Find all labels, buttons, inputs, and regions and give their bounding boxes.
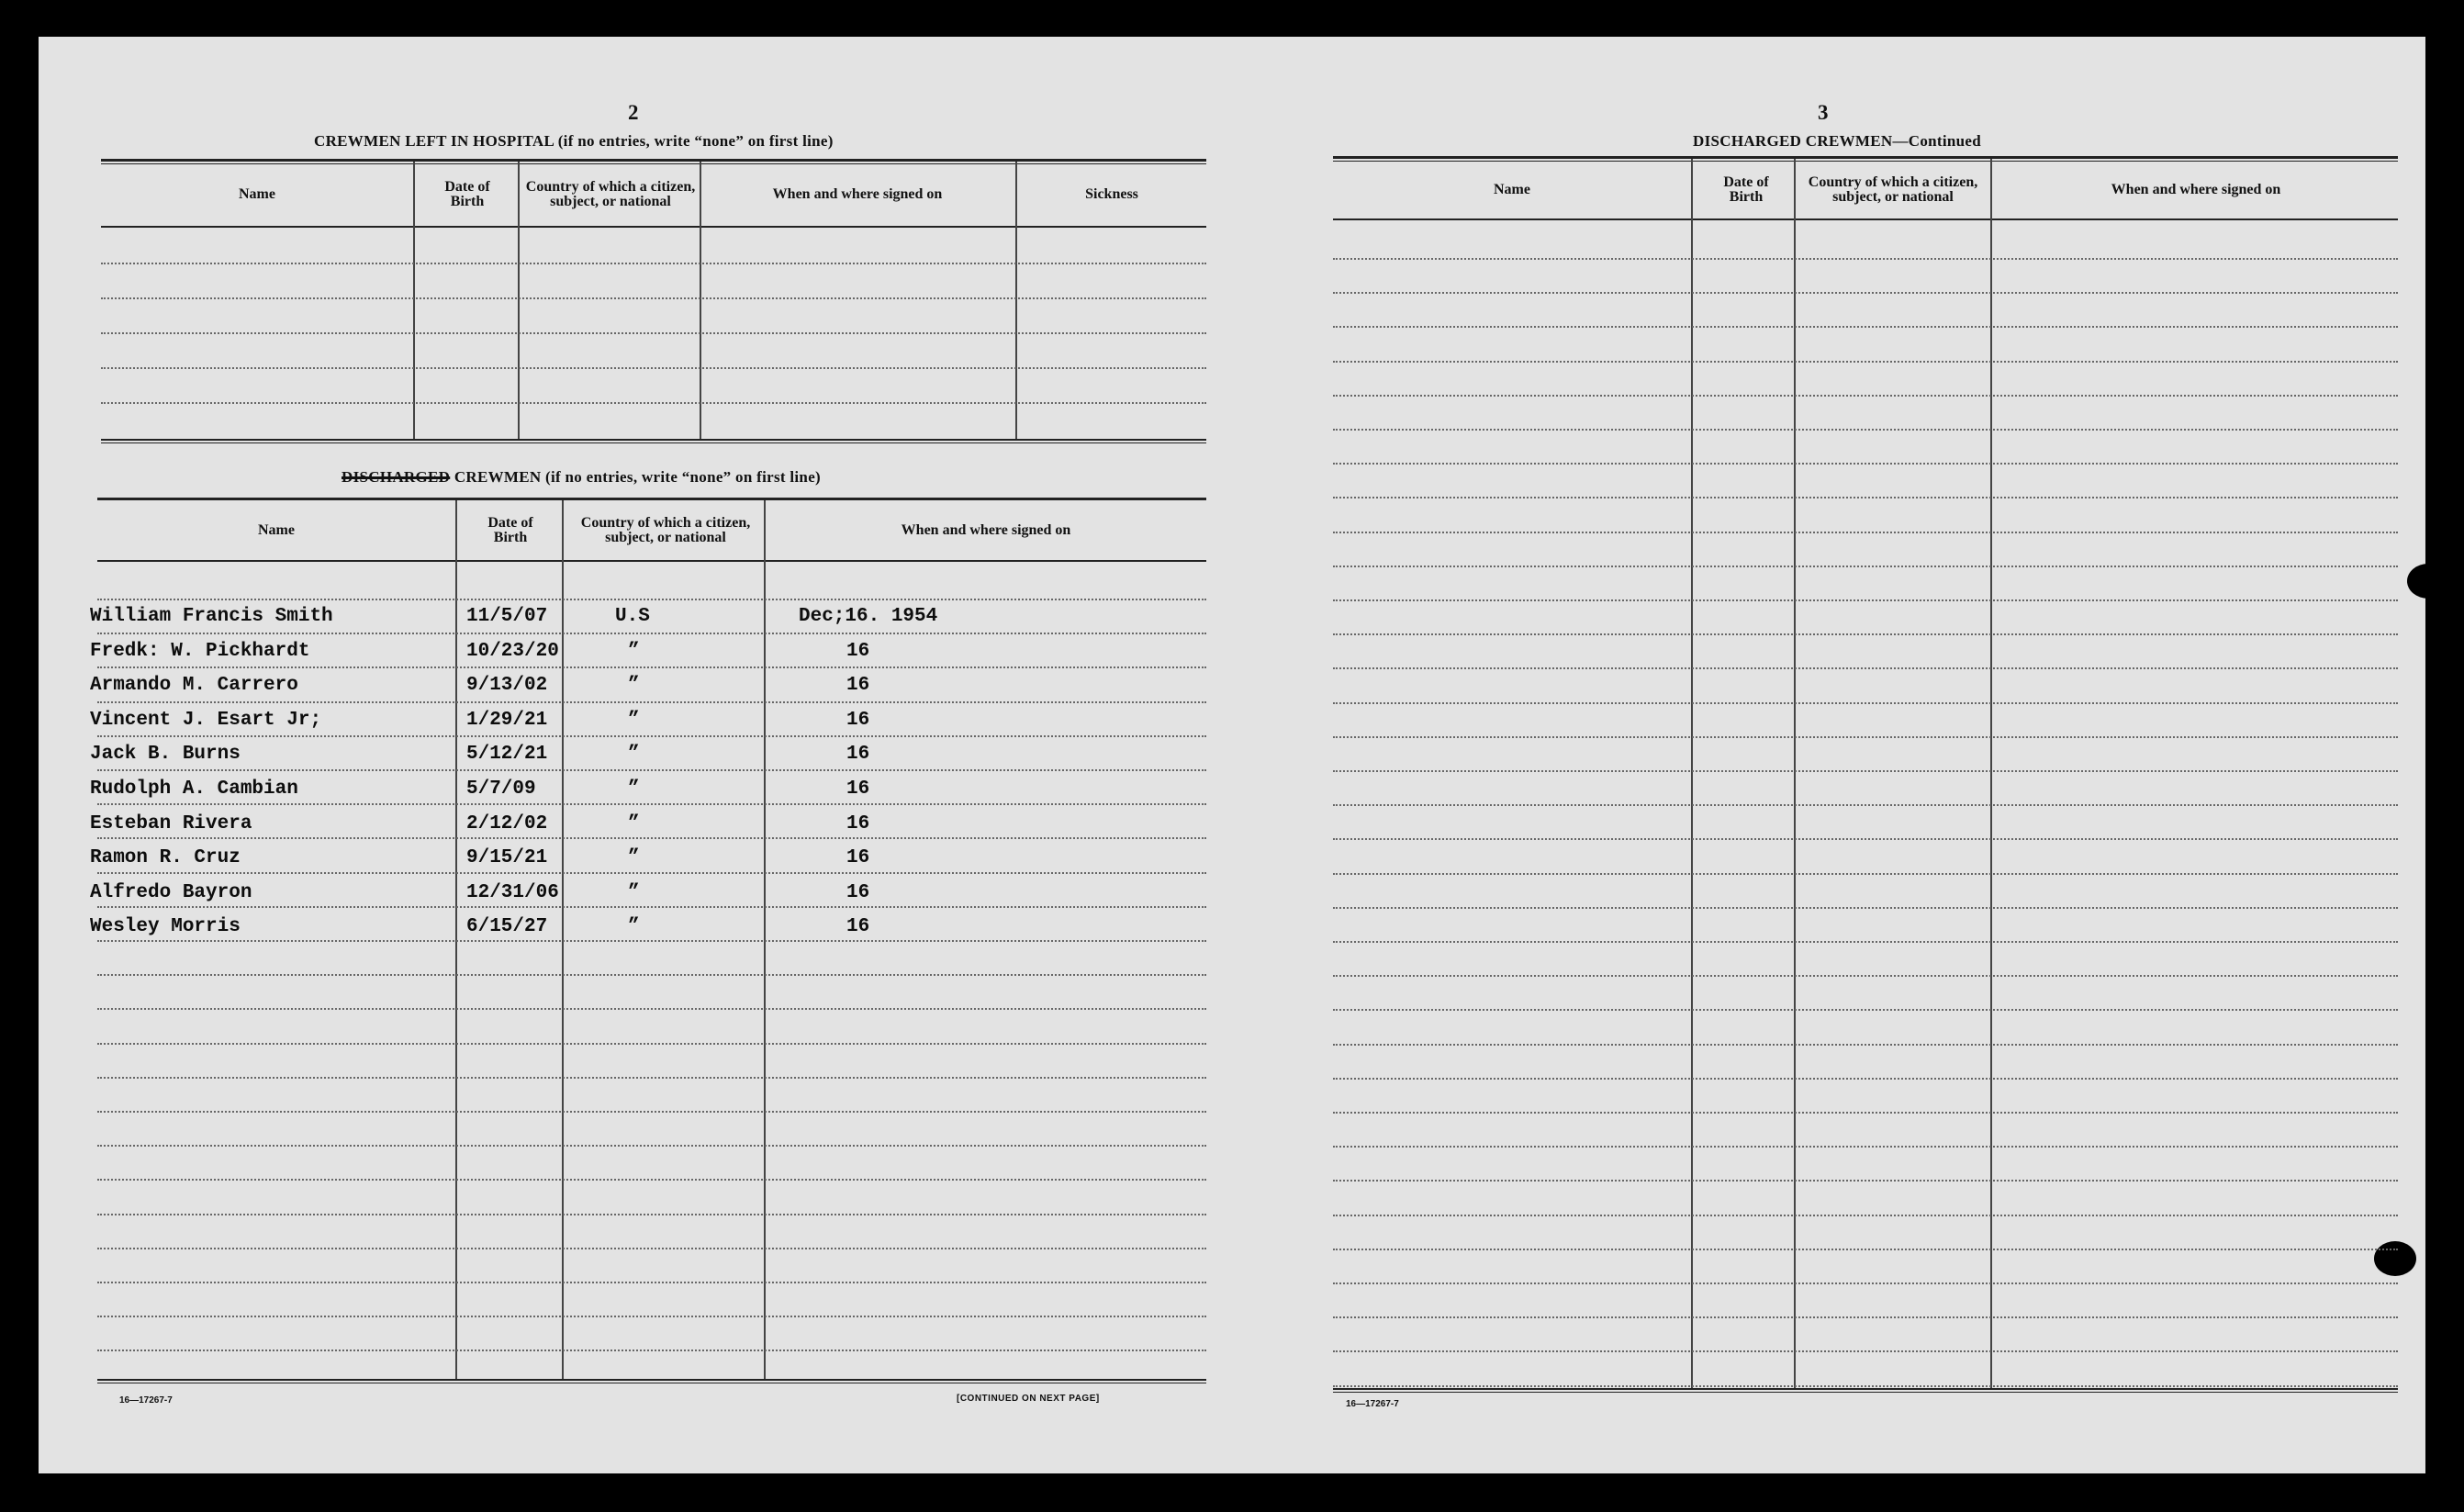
ruled-line	[1333, 395, 2398, 397]
ruled-line	[1333, 667, 2398, 669]
ruled-line	[97, 1179, 1206, 1181]
ruled-line	[101, 402, 1206, 404]
discharged-bottom-rule	[97, 1379, 1206, 1381]
crew-signed-on: 16	[846, 675, 870, 697]
ruled-line	[1333, 1078, 2398, 1080]
crew-dob: 2/12/02	[466, 812, 548, 834]
crew-country: ”	[628, 881, 640, 903]
ruled-line	[1333, 736, 2398, 738]
ruled-line	[1333, 1112, 2398, 1114]
crew-country: ”	[628, 675, 640, 697]
ruled-line	[97, 1077, 1206, 1079]
right-bottom-rule	[1333, 1388, 2398, 1390]
ruled-line	[97, 872, 1206, 874]
discharged-top-rule	[97, 498, 1206, 500]
ruled-line	[1333, 1009, 2398, 1011]
crew-signed-on: 16	[846, 744, 870, 766]
hospital-top-rule-thin	[101, 163, 1206, 164]
continued-note: [CONTINUED ON NEXT PAGE]	[957, 1394, 1100, 1404]
hospital-title-text: CREWMEN LEFT IN HOSPITAL	[314, 132, 554, 150]
ruled-line	[1333, 1215, 2398, 1216]
ruled-line	[1333, 292, 2398, 294]
crew-country: ”	[628, 812, 640, 834]
ruled-line	[97, 1145, 1206, 1147]
right-top-rule-thin	[1333, 161, 2398, 162]
ruled-line	[1333, 975, 2398, 977]
ruled-line	[97, 1282, 1206, 1283]
ruled-line	[97, 701, 1206, 703]
ruled-line	[1333, 702, 2398, 704]
ruled-line	[97, 940, 1206, 942]
ruled-line	[1333, 941, 2398, 943]
crew-signed-on: Dec;16. 1954	[799, 606, 938, 627]
crew-dob: 9/15/21	[466, 847, 548, 869]
scanned-document-sheet	[39, 37, 2425, 1473]
discharged-col-signed: When and where signed on	[901, 522, 1071, 538]
ruled-line	[97, 599, 1206, 600]
discharged-col-name: Name	[258, 522, 295, 538]
page-number: 2	[628, 101, 639, 124]
discharged-col-country: Country of which a citizen, subject, or national	[580, 515, 751, 545]
hospital-title-note: (if no entries, write “none” on first line)	[557, 132, 834, 150]
ruled-line	[1333, 804, 2398, 806]
right-col-divider	[1691, 159, 1693, 1388]
ruled-line	[97, 1350, 1206, 1351]
crew-name: Armando M. Carrero	[90, 675, 298, 697]
crew-signed-on: 16	[846, 778, 870, 800]
crew-dob: 5/12/21	[466, 744, 548, 766]
crew-signed-on: 16	[846, 812, 870, 834]
discharged-section-title	[342, 468, 821, 487]
right-col-name: Name	[1494, 182, 1530, 197]
form-code: 16—17267-7	[1346, 1399, 1399, 1409]
ruled-line	[101, 263, 1206, 264]
ruled-line	[101, 367, 1206, 369]
crew-name: Rudolph A. Cambian	[90, 778, 298, 800]
crew-name: Jack B. Burns	[90, 744, 241, 766]
crew-dob: 9/13/02	[466, 675, 548, 697]
continued-section-title: DISCHARGED CREWMEN—Continued	[1693, 132, 1981, 150]
ruled-line	[97, 633, 1206, 634]
ruled-line	[97, 769, 1206, 771]
crew-signed-on: 16	[846, 881, 870, 903]
right-col-divider	[1990, 159, 1992, 1388]
hospital-bottom-rule	[101, 439, 1206, 441]
ruled-line	[1333, 907, 2398, 909]
crew-dob: 6/15/27	[466, 916, 548, 938]
hospital-top-rule	[101, 159, 1206, 162]
crew-country: ”	[628, 744, 640, 766]
ruled-line	[97, 1214, 1206, 1215]
crew-dob: 1/29/21	[466, 709, 548, 731]
ruled-line	[1333, 532, 2398, 533]
hospital-col-signed: When and where signed on	[772, 186, 943, 202]
ruled-line	[97, 666, 1206, 668]
crew-name: Wesley Morris	[90, 916, 241, 938]
ruled-line	[1333, 566, 2398, 567]
ruled-line	[1333, 1316, 2398, 1318]
ruled-line	[97, 906, 1206, 908]
ruled-line	[97, 837, 1206, 839]
ruled-line	[97, 1316, 1206, 1317]
ruled-line	[1333, 429, 2398, 431]
ruled-line	[1333, 873, 2398, 875]
ruled-line	[1333, 463, 2398, 465]
crew-country: ”	[628, 778, 640, 800]
crew-country: ”	[628, 847, 640, 869]
right-col-divider	[1794, 159, 1796, 1388]
ruled-line	[1333, 1385, 2398, 1387]
right-col-signed: When and where signed on	[2111, 182, 2281, 197]
ruled-line	[97, 1248, 1206, 1249]
crew-signed-on: 16	[846, 709, 870, 731]
crew-dob: 12/31/06	[466, 881, 559, 903]
right-header-rule	[1333, 218, 2398, 220]
punch-hole	[2407, 564, 2449, 599]
discharged-col-dob: Date of Birth	[487, 515, 533, 545]
ruled-line	[97, 974, 1206, 976]
ruled-line	[97, 1043, 1206, 1045]
crew-dob: 10/23/20	[466, 640, 559, 662]
hospital-col-divider	[518, 162, 520, 439]
hospital-col-sickness: Sickness	[1085, 186, 1138, 202]
punch-hole	[2374, 1241, 2416, 1276]
crew-name: Alfredo Bayron	[90, 881, 252, 903]
hospital-bottom-rule-thin	[101, 442, 1206, 443]
crew-name: Fredk: W. Pickhardt	[90, 640, 310, 662]
ruled-line	[1333, 326, 2398, 328]
crew-signed-on: 16	[846, 916, 870, 938]
ruled-line	[97, 1111, 1206, 1113]
ruled-line	[1333, 258, 2398, 260]
crew-country: ”	[628, 640, 640, 662]
ruled-line	[1333, 838, 2398, 840]
ruled-line	[97, 803, 1206, 805]
hospital-section-title	[314, 132, 834, 151]
ruled-line	[1333, 1180, 2398, 1182]
discharged-header-rule	[97, 560, 1206, 562]
left-page	[39, 37, 1232, 1473]
discharged-title-struck: DISCHARGED	[342, 468, 451, 486]
crew-country: ”	[628, 709, 640, 731]
ruled-line	[1333, 497, 2398, 498]
crew-country: ”	[628, 916, 640, 938]
ruled-line	[1333, 1249, 2398, 1250]
hospital-col-name: Name	[239, 186, 275, 202]
right-col-country: Country of which a citizen, subject, or national	[1808, 174, 1978, 205]
ruled-line	[1333, 633, 2398, 635]
page-number: 3	[1818, 101, 1829, 124]
discharged-title-note: (if no entries, write “none” on first line)	[545, 468, 821, 486]
ruled-line	[97, 735, 1206, 737]
ruled-line	[1333, 770, 2398, 772]
crew-country: U.S	[615, 606, 650, 627]
crew-name: Ramon R. Cruz	[90, 847, 241, 869]
crew-name: William Francis Smith	[90, 606, 333, 627]
right-bottom-rule-thin	[1333, 1392, 2398, 1393]
crew-dob: 5/7/09	[466, 778, 536, 800]
ruled-line	[101, 332, 1206, 334]
ruled-line	[1333, 1282, 2398, 1284]
crew-name: Esteban Rivera	[90, 812, 252, 834]
hospital-col-divider	[413, 162, 415, 439]
ruled-line	[1333, 599, 2398, 601]
right-top-rule	[1333, 156, 2398, 159]
ruled-line	[101, 297, 1206, 299]
hospital-col-country: Country of which a citizen, subject, or national	[525, 179, 696, 209]
ruled-line	[1333, 361, 2398, 363]
ruled-line	[97, 1008, 1206, 1010]
right-page	[1232, 37, 2425, 1473]
discharged-title-text: CREWMEN	[454, 468, 542, 486]
crew-name: Vincent J. Esart Jr;	[90, 709, 322, 731]
right-col-dob: Date of Birth	[1723, 174, 1769, 205]
crew-signed-on: 16	[846, 847, 870, 869]
hospital-header-rule	[101, 226, 1206, 228]
crew-signed-on: 16	[846, 640, 870, 662]
ruled-line	[1333, 1350, 2398, 1352]
form-code: 16—17267-7	[119, 1395, 173, 1406]
ruled-line	[1333, 1146, 2398, 1148]
ruled-line	[1333, 1044, 2398, 1046]
hospital-col-dob: Date of Birth	[444, 179, 490, 209]
crew-dob: 11/5/07	[466, 606, 548, 627]
